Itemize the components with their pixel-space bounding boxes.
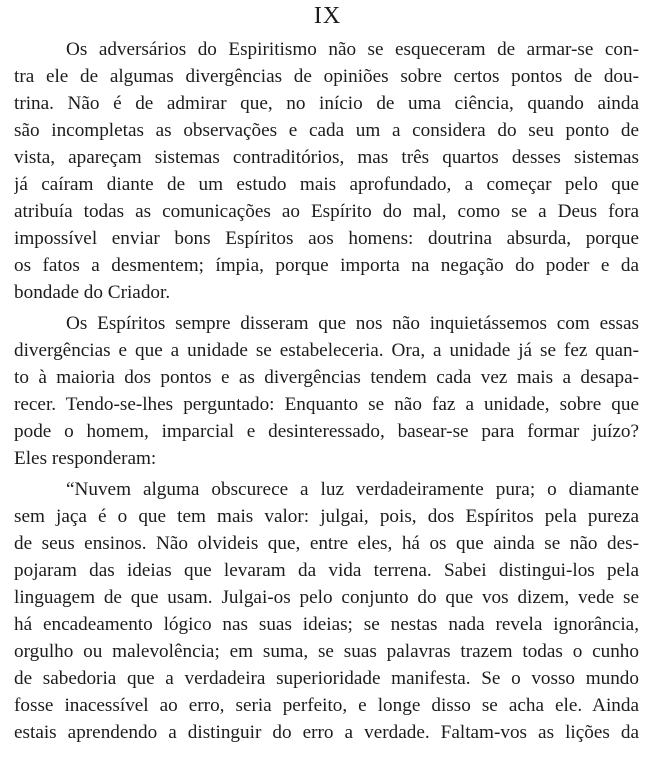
- text-line: impossível enviar bons Espíritos aos homens: doutrina absurda, porque: [14, 228, 639, 249]
- text-line: Os adversários do Espiritismo não se esqueceram de armar-se con-: [66, 39, 639, 60]
- text-line: fosse inacessível ao erro, seria perfeito, e longe disso se acha ele. Ainda: [14, 695, 639, 716]
- text-line: “Nuvem alguma obscurece a luz verdadeiramente pura; o diamante: [66, 479, 639, 500]
- text-line: os fatos a desmentem; ímpia, porque importa na negação do poder e da: [14, 255, 639, 276]
- text-line: já caíram diante de um estudo mais aprofundado, a começar pelo que: [14, 174, 639, 195]
- text-line: recer. Tendo-se-lhes perguntado: Enquanto se não faz a unidade, sobre que: [14, 394, 639, 415]
- text-line: to à maioria dos pontos e as divergências tendem cada vez mais a desapa-: [14, 367, 639, 388]
- text-line: estais aprendendo a distinguir do erro a verdade. Faltam-vos as lições da: [14, 722, 639, 743]
- text-line: vista, apareçam sistemas contraditórios, mas três quartos desses sistemas: [14, 147, 639, 168]
- text-line: de sabedoria que a verdadeira superioridade manifesta. Se o vosso mundo: [14, 668, 639, 689]
- text-line: há encadeamento lógico nas suas ideias; se nestas nada revela ignorância,: [14, 614, 639, 635]
- text-line: tra ele de algumas divergências de opiniões sobre certos pontos de dou-: [14, 66, 639, 87]
- text-line: orgulho ou malevolência; em suma, se suas palavras trazem todas o cunho: [14, 641, 639, 662]
- chapter-heading: IX: [313, 3, 342, 29]
- text-line: divergências e que a unidade se estabeleceria. Ora, a unidade já se fez quan-: [14, 340, 639, 361]
- text-line: são incompletas as observações e cada um a considera do seu ponto de: [14, 120, 639, 141]
- text-line: pojaram das ideias que levaram da vida terrena. Sabei distingui-los pela: [14, 560, 639, 581]
- text-line: pode o homem, imparcial e desinteressado, basear-se para formar juízo?: [14, 421, 639, 442]
- text-line: bondade do Criador.: [14, 282, 171, 303]
- text-line: Eles responderam:: [14, 448, 157, 469]
- text-line: trina. Não é de admirar que, no início de uma ciência, quando ainda: [14, 93, 639, 114]
- text-line: Os Espíritos sempre disseram que nos não inquietássemos com essas: [66, 313, 639, 334]
- text-line: sem jaça é o que tem mais valor: julgai, pois, dos Espíritos pela pureza: [14, 506, 639, 527]
- text-line: atribuía todas as comunicações ao Espírito do mal, como se a Deus fora: [14, 201, 639, 222]
- text-line: de seus ensinos. Não olvideis que, entre eles, há os que ainda se não des-: [14, 533, 639, 554]
- text-line: linguagem de que usam. Julgai-os pelo conjunto do que vos dizem, vede se: [14, 587, 639, 608]
